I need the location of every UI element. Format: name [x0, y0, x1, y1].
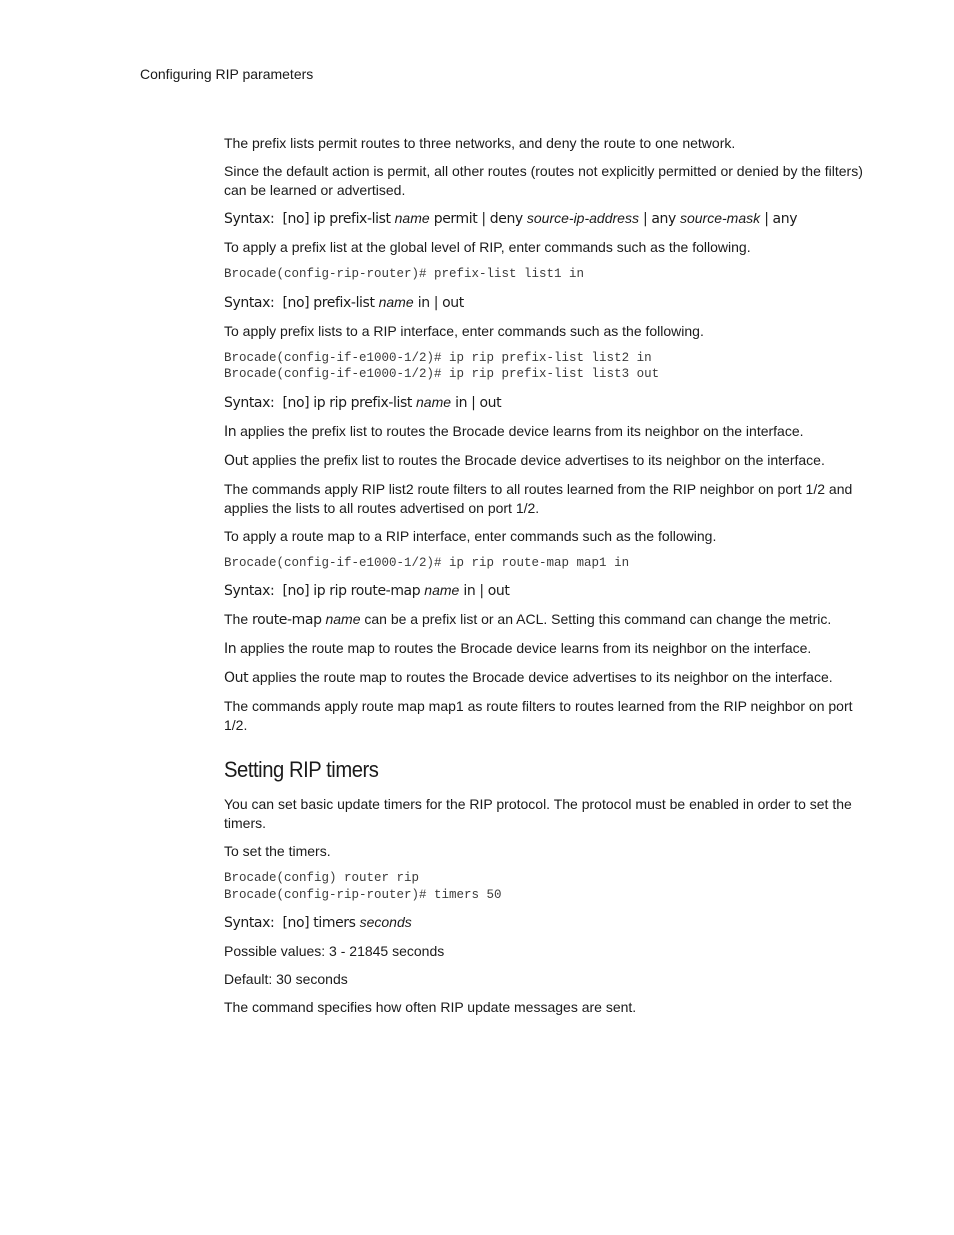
syntax-command: prefix-list — [313, 294, 375, 311]
paragraph-text: applies the route map to routes the Brocade device advertises to its neighbor on the interface. — [248, 669, 833, 685]
paragraph-text: applies the route map to routes the Brocade device learns from its neighbor on the interface. — [236, 640, 812, 656]
syntax-keyword: in | out — [463, 583, 510, 599]
syntax-arg: name — [378, 293, 414, 310]
syntax-line — [224, 209, 874, 229]
syntax-command: timers — [313, 915, 356, 931]
syntax-label: Syntax: — [224, 394, 275, 411]
paragraph: Possible values: 3 - 21845 seconds — [224, 943, 445, 959]
syntax-keyword: | any — [764, 211, 798, 227]
syntax-no: [no] — [282, 294, 310, 311]
term: In — [224, 423, 237, 440]
syntax-arg: name — [424, 582, 460, 598]
syntax-arg: seconds — [359, 914, 412, 930]
syntax-arg: name — [416, 393, 452, 410]
paragraph — [224, 639, 874, 659]
syntax-no: [no] — [282, 915, 310, 931]
syntax-keyword: in | out — [417, 294, 464, 311]
term: In — [224, 641, 237, 657]
syntax-command: ip rip prefix-list — [313, 394, 412, 411]
term: Out — [224, 670, 249, 686]
syntax-label: Syntax: — [224, 583, 275, 599]
paragraph — [224, 451, 874, 471]
paragraph — [224, 668, 874, 688]
paragraph: You can set basic update timers for the RIP protocol. The protocol must be enabled in order to set the timers. — [224, 796, 852, 831]
code-block: Brocade(config) router rip Brocade(config-rip-router)# timers 50 — [224, 871, 502, 902]
paragraph: To apply a route map to a RIP interface, enter commands such as the following. — [224, 527, 717, 544]
syntax-line — [224, 293, 874, 313]
syntax-no: [no] — [282, 211, 310, 227]
syntax-arg: source-ip-address — [526, 210, 639, 226]
term: Out — [224, 452, 249, 469]
syntax-label: Syntax: — [224, 915, 275, 931]
syntax-line — [224, 393, 874, 413]
term-arg: name — [325, 611, 361, 627]
syntax-arg: source-mask — [679, 210, 761, 226]
paragraph: The commands apply route map map1 as route filters to routes learned from the RIP neighbor on port 1/2. — [224, 698, 853, 733]
paragraph-text: applies the prefix list to routes the Brocade device advertises to its neighbor on the interface. — [248, 451, 825, 468]
code-block: Brocade(config-rip-router)# prefix-list list1 in — [224, 267, 585, 281]
section-heading: Setting RIP timers — [224, 757, 379, 782]
code-block: Brocade(config-if-e1000-1/2)# ip rip route-map map1 in — [224, 555, 630, 570]
paragraph: To set the timers. — [224, 843, 331, 859]
syntax-command: ip rip route-map — [313, 583, 421, 599]
term: route-map — [252, 612, 322, 628]
paragraph-text: applies the prefix list to routes the Brocade device learns from its neighbor on the interface. — [236, 422, 804, 439]
paragraph: Since the default action is permit, all other routes (routes not explicitly permitted or denied by the filters) can be learned or advertised. — [224, 163, 863, 198]
syntax-no: [no] — [282, 394, 310, 411]
paragraph — [224, 610, 874, 630]
paragraph — [224, 422, 874, 442]
syntax-command: ip prefix-list — [313, 211, 391, 227]
running-header: Configuring RIP parameters — [140, 66, 314, 82]
syntax-label: Syntax: — [224, 211, 275, 227]
paragraph: The command specifies how often RIP update messages are sent. — [224, 999, 637, 1015]
syntax-label: Syntax: — [224, 294, 275, 311]
paragraph-text: The — [224, 611, 253, 627]
syntax-keyword: in | out — [455, 394, 502, 411]
paragraph: The prefix lists permit routes to three networks, and deny the route to one network. — [224, 135, 736, 151]
document-body — [224, 134, 874, 1026]
paragraph-text: can be a prefix list or an ACL. Setting this command can change the metric. — [360, 611, 832, 627]
syntax-keyword: permit | deny — [433, 211, 523, 227]
syntax-no: [no] — [282, 583, 310, 599]
syntax-arg: name — [394, 210, 430, 226]
syntax-line — [224, 913, 874, 933]
paragraph: To apply prefix lists to a RIP interface, enter commands such as the following. — [224, 322, 704, 339]
syntax-keyword: | any — [643, 211, 676, 227]
paragraph: To apply a prefix list at the global level of RIP, enter commands such as the following. — [224, 239, 751, 255]
code-block: Brocade(config-if-e1000-1/2)# ip rip prefix-list list2 in Brocade(config-if-e1000-1/2)# ip rip prefix-list list3 out — [224, 350, 660, 381]
paragraph: The commands apply RIP list2 route filters to all routes learned from the RIP neighbor on port 1/2 and applies the lists to all routes advertised on port 1/2. — [224, 480, 853, 516]
syntax-line — [224, 581, 874, 601]
paragraph: Default: 30 seconds — [224, 971, 348, 987]
